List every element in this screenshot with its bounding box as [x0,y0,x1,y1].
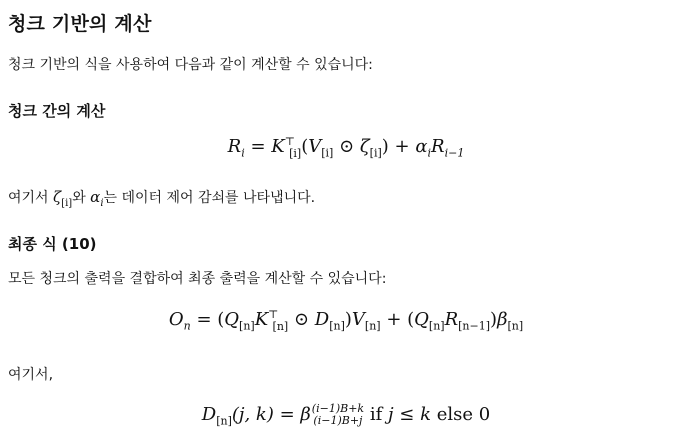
eq2-d-term: $D_{[n]}$ [314,309,345,333]
eq2-v-term: $V_{[n]}$ [351,309,381,333]
eq1-lhs: $R_i$ [227,136,245,160]
equation-final-output: $O_n = (Q_{[n]}K^⊤_{[n]}$ ⊙ $D_{[n]})V_{[n]} + (Q_{[n]}R_{[n-1]})\beta_{[n]}$ [168,308,524,333]
eq1-k-term: $K^⊤_{[i]}$ [271,135,302,160]
eq2-lhs: $O_n$ [168,309,191,333]
document [8,0,684,444]
eq3-lhs: $D_{[n]}(j$, k) [201,404,274,428]
eq2-k-term: $K^⊤_{[n]}$ [254,308,289,333]
equation-inter-chunk: $R_i = K^⊤_{[i]}(V_{[i]}$ ⊙ $\zeta_{[i]}) + \alpha_iR_{i-1}$ [227,135,465,160]
section-heading-chunk-calc: 청크 간의 계산 [8,102,106,120]
inline-zeta: $\zeta_{[i]}$ [53,188,73,209]
section-heading-final-eq: 최종 식 (10) [8,235,97,253]
eq2-beta-term: $\beta_{[n]}$ [497,309,524,333]
eq3-beta-term: β (i−1)B+k (i−1)B+j [300,402,365,428]
intro-paragraph: 청크 기반의 식을 사용하여 다음과 같이 계산할 수 있습니다: [8,57,373,73]
eq1-zeta-term: $\zeta_{[i]}$ [359,136,382,160]
eq2-r-term: $R_{[n-1]}$ [444,309,491,333]
final-output-paragraph: 모든 청크의 출력을 결합하여 최종 출력을 계산할 수 있습니다: [8,271,387,287]
equation-decay-matrix: $D_{[n]}(j$, k) = β (i−1)B+k (i−1)B+j if j ≤ k else 0 [201,402,491,428]
inline-alpha: $\alpha_i$ [90,188,104,209]
eq1-v-term: $V_{[i]}$ [308,136,334,160]
where-paragraph: 여기서, [8,367,54,383]
eq2-q-term: $Q_{[n]}$ [224,309,255,333]
page-title: 청크 기반의 계산 [8,13,152,35]
where-decay-paragraph: 여기서 $\zeta_{[i]}$와 $\alpha_i$는 데이터 제어 감쇠를 나타냅니다. [8,188,316,209]
eq2-q2-term: $Q_{[n]}$ [414,309,445,333]
eq1-alpha-term: $\alpha_iR_{i-1}$ [415,136,465,160]
